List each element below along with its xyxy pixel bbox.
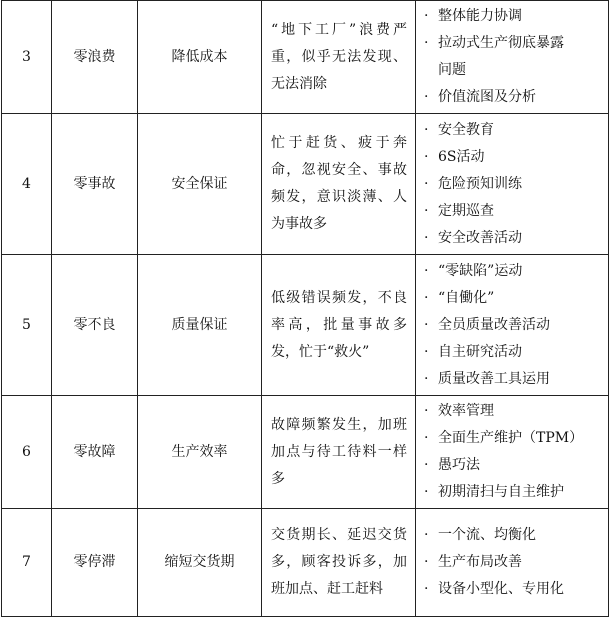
goal-cell: 生产效率 bbox=[138, 396, 262, 509]
bullet-icon: · bbox=[424, 229, 429, 246]
table-row bbox=[2, 509, 609, 617]
measure-item bbox=[424, 312, 602, 339]
bullet-icon: · bbox=[424, 457, 429, 473]
table-row bbox=[2, 255, 609, 396]
measure-item bbox=[424, 84, 602, 111]
bullet-icon: · bbox=[424, 202, 429, 219]
measure-item bbox=[424, 522, 602, 549]
measure-text: 自主研究活动 bbox=[438, 343, 522, 360]
bullet-icon: · bbox=[424, 121, 429, 138]
measure-item bbox=[424, 198, 602, 225]
measure-item bbox=[424, 258, 602, 285]
measures-cell bbox=[416, 114, 609, 255]
measure-item bbox=[424, 339, 602, 366]
measure-item bbox=[424, 398, 602, 425]
bullet-icon: · bbox=[424, 35, 429, 51]
zero-item-name: 零浪费 bbox=[52, 1, 138, 114]
zero-item-name: 零事故 bbox=[52, 114, 138, 255]
bullet-icon: · bbox=[424, 403, 429, 419]
measure-text: 定期巡查 bbox=[438, 202, 494, 219]
zero-item-name: 零停滞 bbox=[52, 509, 138, 617]
measure-item bbox=[424, 144, 602, 171]
measures-cell bbox=[416, 1, 609, 114]
bullet-icon: · bbox=[424, 175, 429, 192]
problem-cell: “地下工厂”浪费严重，似乎无法发现、无法消除 bbox=[262, 1, 416, 114]
bullet-icon: · bbox=[424, 581, 429, 597]
row-number: 6 bbox=[2, 396, 52, 509]
measures-cell bbox=[416, 396, 609, 509]
measure-text: 危险预知训练 bbox=[438, 175, 522, 192]
bullet-icon: · bbox=[424, 316, 429, 333]
table-row bbox=[2, 1, 609, 114]
measure-text: 愚巧法 bbox=[438, 457, 480, 473]
measure-text: 生产布局改善 bbox=[438, 554, 522, 570]
measure-text: 一个流、均衡化 bbox=[438, 527, 536, 543]
zero-item-name: 零故障 bbox=[52, 396, 138, 509]
measure-text: 整体能力协调 bbox=[438, 8, 522, 24]
measure-text: 全面生产维护（TPM） bbox=[438, 430, 584, 446]
measure-text: 安全教育 bbox=[438, 121, 494, 138]
bullet-icon: · bbox=[424, 370, 429, 387]
measure-text: 全员质量改善活动 bbox=[438, 316, 550, 333]
row-number: 4 bbox=[2, 114, 52, 255]
goal-cell: 缩短交货期 bbox=[138, 509, 262, 617]
measure-text: 效率管理 bbox=[438, 403, 494, 419]
measure-item bbox=[424, 576, 602, 603]
bullet-icon: · bbox=[424, 262, 429, 279]
table-row bbox=[2, 396, 609, 509]
measure-text: “零缺陷”运动 bbox=[438, 262, 523, 279]
measure-text: 设备小型化、专用化 bbox=[438, 581, 564, 597]
bullet-icon: · bbox=[424, 484, 429, 500]
measure-text: 质量改善工具运用 bbox=[438, 370, 550, 387]
measure-text: 价值流图及分析 bbox=[438, 89, 536, 105]
bullet-icon: · bbox=[424, 8, 429, 24]
table-row bbox=[2, 114, 609, 255]
zero-item-name: 零不良 bbox=[52, 255, 138, 396]
bullet-icon: · bbox=[424, 527, 429, 543]
measure-text: 初期清扫与自主维护 bbox=[438, 484, 564, 500]
measure-item bbox=[424, 171, 602, 198]
row-number: 3 bbox=[2, 1, 52, 114]
measure-item bbox=[424, 117, 602, 144]
measure-text: 安全改善活动 bbox=[438, 229, 522, 246]
row-number: 5 bbox=[2, 255, 52, 396]
measure-item bbox=[424, 285, 602, 312]
problem-cell: 交货期长、延迟交货多，顾客投诉多，加班加点、赶工赶料 bbox=[262, 509, 416, 617]
measure-item bbox=[424, 30, 602, 84]
bullet-icon: · bbox=[424, 289, 429, 306]
measure-item bbox=[424, 366, 602, 393]
problem-cell: 低级错误频发，不良率高，批量事故多发，忙于“救火” bbox=[262, 255, 416, 396]
bullet-icon: · bbox=[424, 148, 429, 165]
measure-item bbox=[424, 452, 602, 479]
measure-item bbox=[424, 479, 602, 506]
goal-cell: 质量保证 bbox=[138, 255, 262, 396]
zero-goals-table bbox=[1, 0, 609, 617]
measure-item bbox=[424, 225, 602, 252]
measure-item bbox=[424, 425, 602, 452]
bullet-icon: · bbox=[424, 343, 429, 360]
problem-cell: 忙于赶货、疲于奔命，忽视安全、事故频发，意识淡薄、人为事故多 bbox=[262, 114, 416, 255]
measure-text-continued: 问题 bbox=[438, 62, 466, 78]
measure-text: 6S活动 bbox=[438, 148, 485, 165]
measures-cell bbox=[416, 509, 609, 617]
goal-cell: 降低成本 bbox=[138, 1, 262, 114]
measure-item bbox=[424, 549, 602, 576]
goal-cell: 安全保证 bbox=[138, 114, 262, 255]
measure-text: “自働化” bbox=[438, 289, 495, 306]
row-number: 7 bbox=[2, 509, 52, 617]
measures-cell bbox=[416, 255, 609, 396]
bullet-icon: · bbox=[424, 554, 429, 570]
measure-item bbox=[424, 3, 602, 30]
problem-cell: 故障频繁发生，加班加点与待工待料一样多 bbox=[262, 396, 416, 509]
measure-text: 拉动式生产彻底暴露 bbox=[438, 35, 564, 51]
bullet-icon: · bbox=[424, 430, 429, 446]
bullet-icon: · bbox=[424, 89, 429, 105]
